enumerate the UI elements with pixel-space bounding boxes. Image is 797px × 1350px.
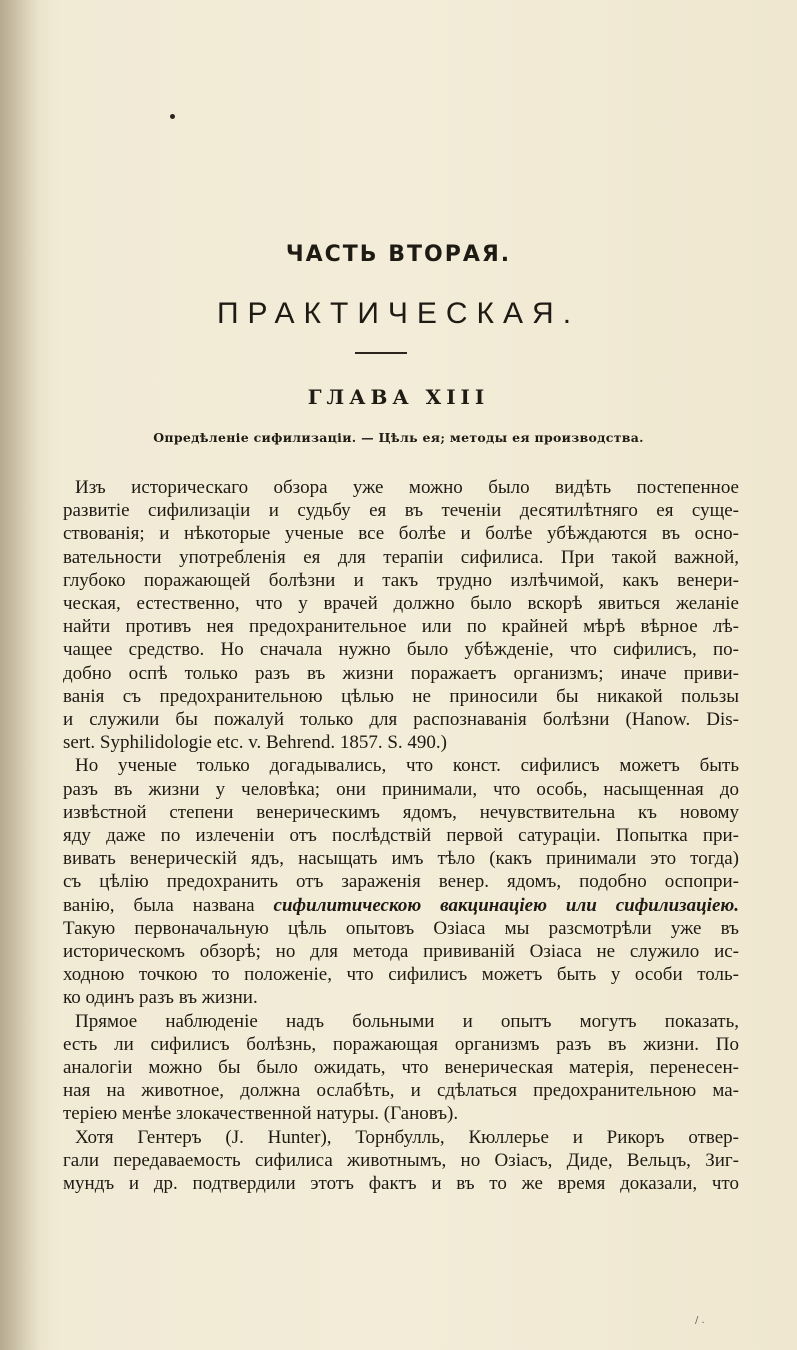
text-line: теріею менѣе злокачественной натуры. (Гановъ).: [63, 1103, 459, 1125]
text-line: развитіе сифилизаціи и судьбу ея въ теченіи десятилѣтняго ея суще-: [63, 500, 739, 522]
text-line: аналогіи можно бы было ожидать, что венерическая матерія, перенесен-: [63, 1057, 739, 1079]
text-line: яду даже по излеченіи отъ послѣдствій первой сатураціи. Попытка при-: [63, 825, 739, 847]
text-line: найти противъ нея предохранительное или по крайней мѣрѣ вѣрное лѣ-: [63, 616, 739, 638]
text-line: съ цѣлію предохранить отъ зараженія венер. ядомъ, подобно оспопри-: [63, 871, 739, 893]
text-line: ствованія; и нѣкоторые ученые все болѣе и болѣе убѣждаются въ осно-: [63, 523, 739, 545]
text-line: Хотя Гентеръ (J. Hunter), Торнбулль, Кюллерье и Рикоръ отвер-: [75, 1126, 739, 1148]
chapter-title: ГЛАВА XIII: [307, 385, 490, 409]
chapter-body: [63, 476, 739, 1195]
text-line: глубоко поражающей болѣзни и такъ трудно излѣчимой, какъ венери-: [63, 569, 739, 591]
text-line: ванія съ предохранительною цѣлью не приносили бы никакой пользы: [63, 685, 739, 707]
part-title: ЧАСТЬ ВТОРАЯ.: [285, 242, 512, 267]
text-line: sert. Syphilidologie etc. v. Behrend. 1857. S. 490.): [63, 732, 447, 754]
text-line: гали передаваемость сифилиса животнымъ, но Озіасъ, Диде, Вельцъ, Зиг-: [63, 1149, 739, 1171]
text-line: вивать венерическій ядъ, насыщать имъ тѣло (какъ принимали это тогда): [63, 848, 739, 870]
text-line: историческомъ обзорѣ; но для метода прививаній Озіаса не служило ис-: [63, 941, 739, 963]
text-line: ческая, естественно, что у врачей должно было вскорѣ явиться желаніе: [63, 593, 739, 615]
text-fragment: ванію, была названа: [63, 894, 274, 916]
text-line: ко одинъ разъ въ жизни.: [63, 987, 258, 1009]
text-line: и служили бы пожалуй только для распознаванія болѣзни (Hanow. Dis-: [63, 709, 739, 731]
text-line: Такую первоначальную цѣль опытовъ Озіаса мы разсмотрѣли уже въ: [63, 917, 739, 939]
text-line: мундъ и др. подтвердили этотъ фактъ и въ то же время доказали, что: [63, 1173, 739, 1195]
chapter-summary: Опредѣленіе сифилизаціи. — Цѣль ея; методы ея производства.: [153, 430, 644, 445]
text-line: извѣстной степени венерическимъ ядомъ, нечувствительна къ новому: [63, 801, 739, 823]
text-line: ходною точкою то положеніе, что сифилисъ можетъ быть у особи толь-: [63, 964, 739, 986]
italic-term: сифилитическою вакцинаціею или сифилизаціею.: [273, 894, 739, 916]
ink-dot: [170, 114, 175, 119]
title-divider: [355, 352, 407, 354]
text-line: разъ въ жизни у человѣка; они принимали, что особь, насыщенная до: [63, 778, 739, 800]
part-subtitle: ПРАКТИЧЕСКАЯ.: [216, 297, 581, 330]
text-line: вательности употребленія ея для терапіи сифилиса. При такой важной,: [63, 546, 739, 568]
text-line: ная на животное, должна ослабѣть, и сдѣлаться предохранительною ма-: [63, 1080, 739, 1102]
text-line: чащее средство. Но сначала нужно было убѣжденіе, что сифилисъ, по-: [63, 639, 739, 661]
text-line: Но ученые только догадывались, что конст. сифилисъ можетъ быть: [75, 755, 739, 777]
spine-shadow: [0, 0, 40, 1350]
text-line-with-italic: [63, 894, 739, 917]
text-line: Изъ историческаго обзора уже можно было видѣть постепенное: [75, 477, 739, 498]
page-mark: / .: [695, 1315, 705, 1326]
text-line: есть ли сифилисъ болѣзнь, поражающая организмъ разъ въ жизни. По: [63, 1033, 739, 1055]
text-line: Прямое наблюденіе надъ больными и опытъ могутъ показать,: [75, 1010, 739, 1032]
text-line: добно оспѣ только разъ въ жизни поражаетъ организмъ; иначе приви-: [63, 662, 739, 684]
